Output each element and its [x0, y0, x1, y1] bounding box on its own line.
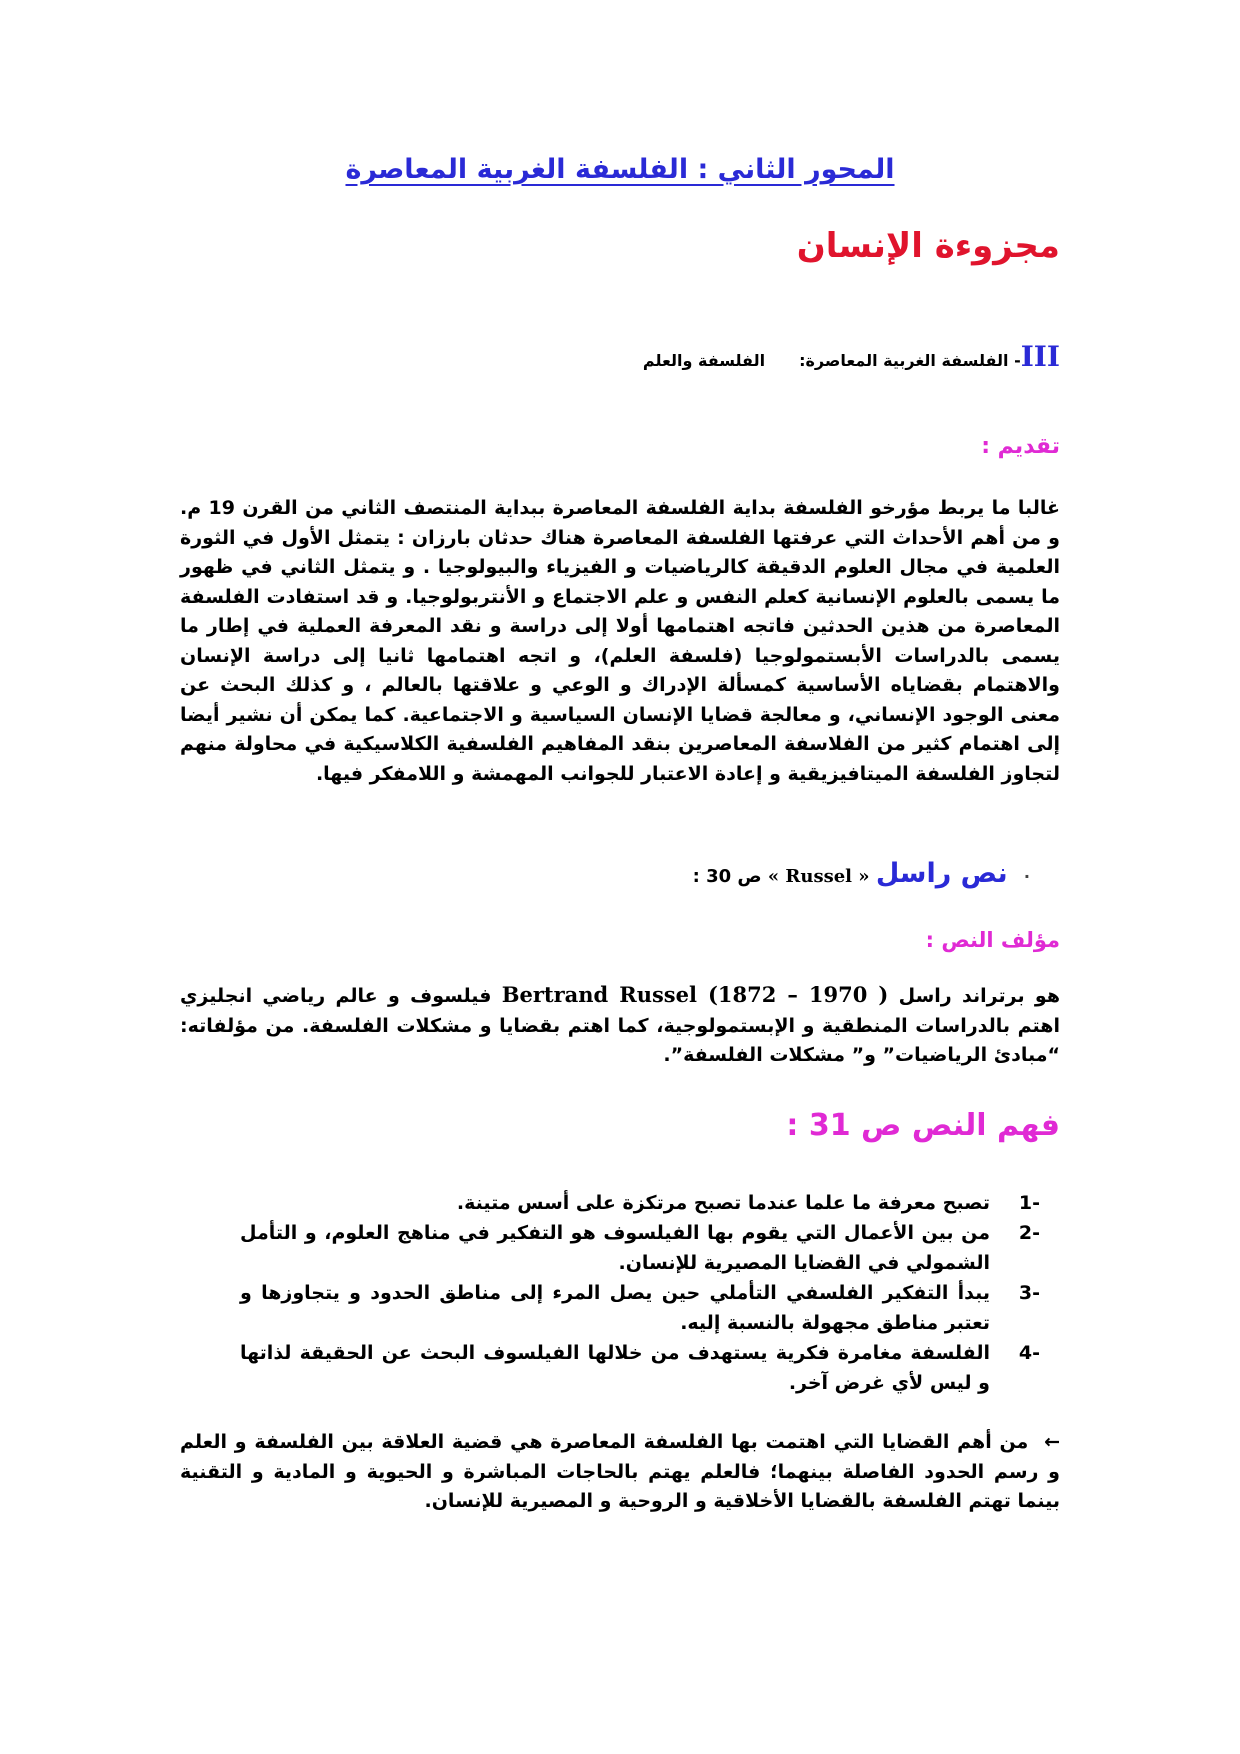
comprehension-heading: فهم النص ص 31 :: [786, 1108, 1060, 1143]
item-text: من بين الأعمال التي يقوم بها الفيلسوف هو التفكير في مناهج العلوم، و التأمل الشمولي في القضايا المصيرية للإنسان.: [240, 1222, 990, 1274]
section-label: الفلسفة الغربية المعاصرة:: [799, 351, 1009, 370]
item-number: -2: [1018, 1222, 1040, 1244]
item-text: تصبح معرفة ما علما عندما تصبح مرتكزة على أسس متينة.: [456, 1192, 990, 1214]
list-item: [180, 1338, 1060, 1398]
item-text: الفلسفة مغامرة فكرية يستهدف من خلالها الفيلسوف البحث عن الحقيقة لذاتها و ليس لأي غرض آخر.: [240, 1342, 990, 1394]
text-name-arabic: نص راسل: [875, 858, 1008, 889]
intro-heading: تقديم :: [981, 434, 1060, 459]
item-number: -4: [1018, 1342, 1040, 1364]
module-title: مجزوءة الإنسان: [796, 226, 1060, 266]
text-page: ص 30 :: [692, 866, 762, 887]
author-bio: فيلسوف و عالم رياضي انجليزي اهتم بالدراسات المنطقية و الإبستمولوجية، كما اهتم بقضايا و مشكلات الفلسفة. من مؤلفاته: “مبادئ الرياضيات” و” مشكلات الفلسفة”.: [180, 985, 1060, 1066]
intro-paragraph: غالبا ما يربط مؤرخو الفلسفة بداية الفلسفة المعاصرة ببداية المنتصف الثاني من القرن 19 م. و من أهم الأحداث التي عرفتها الفلسفة المعاصرة هناك حدثان بارزان : يتمثل الأول في الثورة العلمية في مجال العلوم الدقيقة كالرياضيات و الفيزياء والبيولوجيا . و يتمثل الثاني في ظهور ما يسمى بالعلوم الإنسانية كعلم النفس و علم الاجتماع و الأنتربولوجيا. و قد استفادت الفلسفة المعاصرة من هذين الحدثين فاتجه اهتمامها أولا إلى دراسة و نقد المعرفة العملية في إطار ما يسمى بالدراسات الأبستمولوجيا (فلسفة العلم)، و اتجه اهتمامها ثانيا إلى دراسة الإنسان والاهتمام بقضاياه الأساسية كمسألة الإدراك و الوعي و علاقتها بالعالم ، و كذلك البحث عن معنى الوجود الإنساني، و معالجة قضايا الإنسان السياسية و الاجتماعية. كما يمكن أن نشير أيضا إلى اهتمام كثير من الفلاسفة المعاصرين بنقد المفاهيم الفلسفية الكلاسيكية في محاولة منهم لتجاوز الفلسفة الميتافيزيقية و إعادة الاعتبار للجوانب المهمشة و اللامفكر فيها.: [180, 497, 1060, 785]
list-item: [180, 1188, 1060, 1218]
section-heading: [643, 340, 1060, 373]
text-reference: [693, 858, 1030, 889]
conclusion-paragraph: [180, 1428, 1060, 1517]
bullet-icon: ·: [1023, 867, 1030, 886]
item-text: يبدأ التفكير الفلسفي التأملي حين يصل المرء إلى مناطق الحدود و يتجاوزها و تعتبر مناطق مجهولة بالنسبة إليه.: [240, 1282, 990, 1334]
conclusion-text: من أهم القضايا التي اهتمت بها الفلسفة المعاصرة هي قضية العلاقة بين الفلسفة و العلم و رسم الحدود الفاصلة بينهما؛ فالعلم يهتم بالحاجات المباشرة و الحيوية و المادية و التقنية بينما تهتم الفلسفة بالقضايا الأخلاقية و الروحية و المصيرية للإنسان.: [180, 1431, 1060, 1512]
text-name-latin: « Russel »: [767, 866, 870, 887]
author-name-latin: Bertrand Russel (1872 – 1970 ): [501, 982, 889, 1007]
item-number: -3: [1018, 1282, 1040, 1304]
section-topic: الفلسفة والعلم: [642, 351, 766, 370]
list-item: [180, 1278, 1060, 1338]
author-intro: هو برتراند راسل: [898, 985, 1060, 1007]
comprehension-list: [180, 1188, 1060, 1398]
author-heading: مؤلف النص :: [925, 928, 1060, 952]
axis-title: المحور الثاني : الفلسفة الغربية المعاصرة: [345, 154, 895, 185]
arrow-left-icon: ←: [1044, 1431, 1060, 1453]
author-paragraph: [180, 980, 1060, 1071]
list-item: [180, 1218, 1060, 1278]
item-number: -1: [1018, 1192, 1040, 1214]
section-dash: -: [1014, 351, 1021, 370]
section-roman-numeral: III: [1020, 340, 1060, 373]
